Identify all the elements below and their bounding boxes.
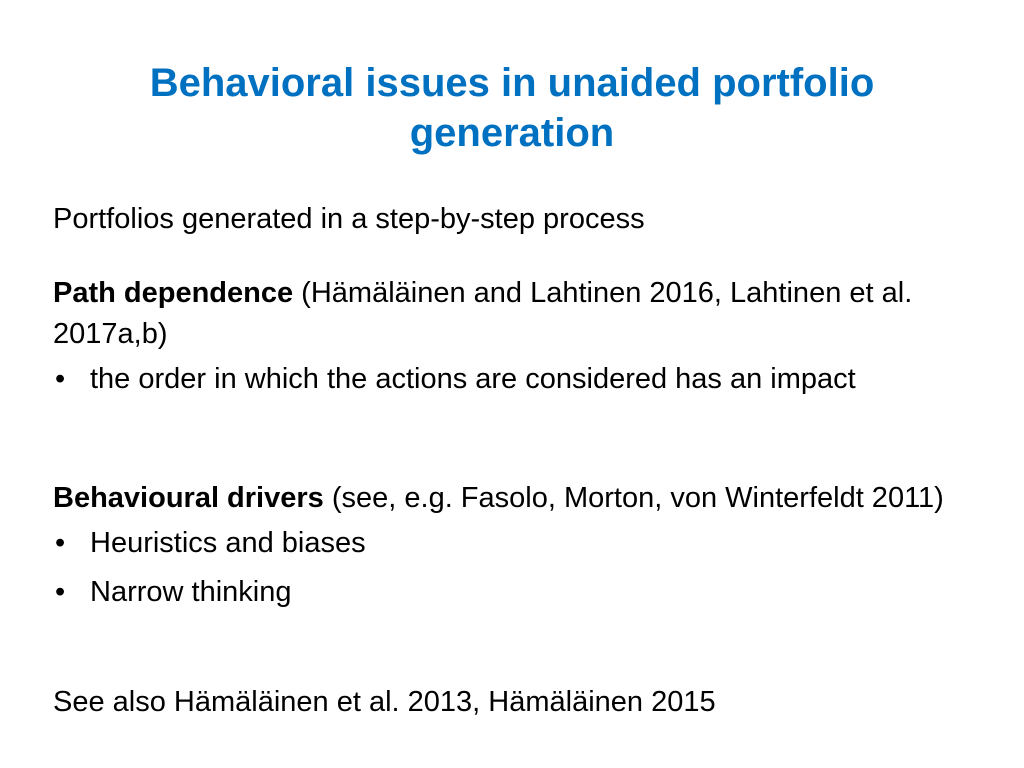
bullet-icon: •: [55, 363, 66, 395]
section-heading-line: [53, 478, 953, 519]
bullet-icon: •: [55, 576, 66, 608]
section-heading: Path dependence: [53, 277, 294, 309]
bullet-text: Heuristics and biases: [90, 527, 366, 559]
list-item: [53, 523, 953, 564]
list-item: [53, 572, 953, 613]
intro-text: Portfolios generated in a step-by-step process: [53, 203, 645, 235]
list-item: [53, 359, 953, 400]
bullet-icon: •: [55, 527, 66, 559]
section-path-dependence: [53, 273, 953, 408]
see-also-footer: See also Hämäläinen et al. 2013, Hämäläinen 2015: [53, 686, 716, 718]
slide-title: Behavioral issues in unaided portfolio generation: [149, 61, 875, 155]
section-heading: Behavioural drivers: [53, 482, 324, 514]
section-citation: (Hämäläinen and Lahtinen 2016, Lahtinen et al. 2017a,b): [53, 277, 913, 350]
bullet-list: [53, 523, 953, 613]
section-heading-line: [53, 273, 953, 355]
section-citation: (see, e.g. Fasolo, Morton, von Winterfeldt 2011): [323, 482, 944, 514]
bullet-text: the order in which the actions are considered has an impact: [90, 363, 856, 395]
bullet-text: Narrow thinking: [90, 576, 292, 608]
section-behavioural-drivers: [53, 478, 953, 621]
bullet-list: [53, 359, 953, 400]
